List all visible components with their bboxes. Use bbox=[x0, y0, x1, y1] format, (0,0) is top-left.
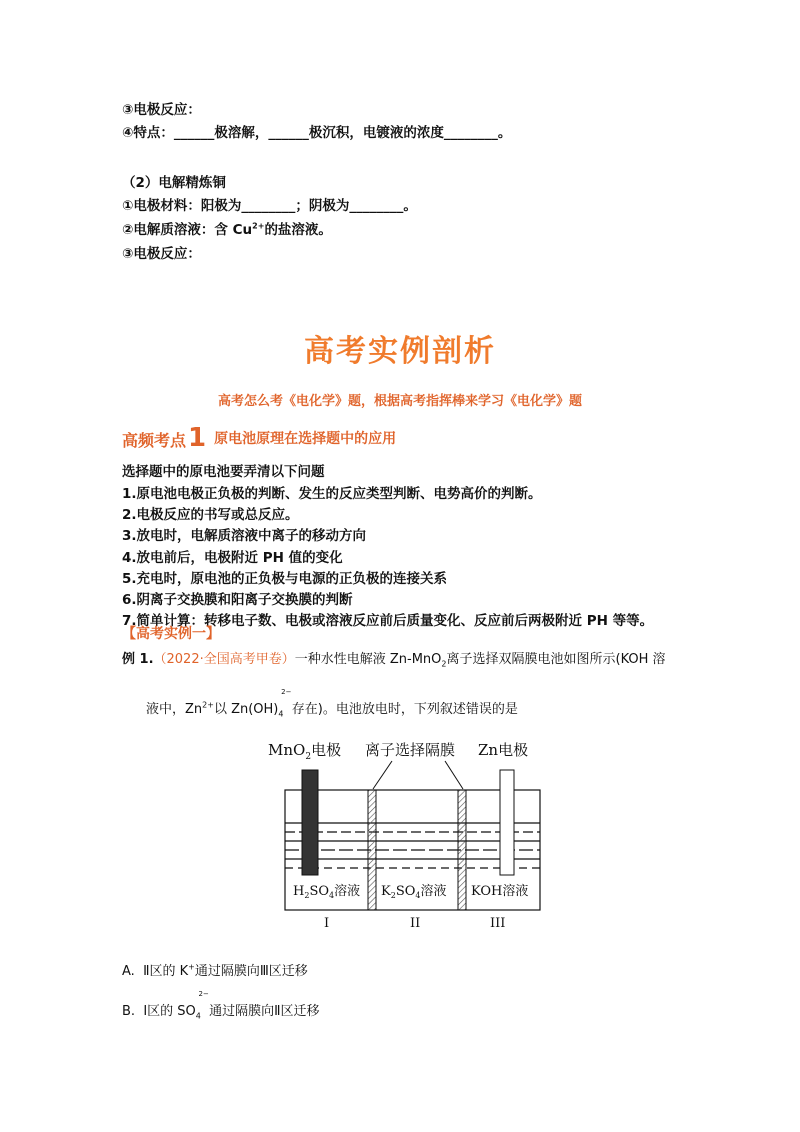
zn-electrode bbox=[500, 770, 514, 875]
zone-i: I bbox=[324, 916, 330, 931]
label-mno2-electrode: MnO$_2$电极 bbox=[268, 741, 342, 762]
option-a bbox=[122, 960, 308, 979]
zone-iii: III bbox=[490, 916, 506, 931]
membrane-left bbox=[368, 790, 376, 910]
example-sub-2: 2 bbox=[441, 659, 447, 669]
membrane-right bbox=[458, 790, 466, 910]
example-sup-zn: 2+ bbox=[202, 700, 214, 710]
label-h2so4: $H_2SO_4$溶液 bbox=[293, 884, 361, 900]
point-item: 1.原电池电极正负极的判断、发生的反应类型判断、电势高价的判断。 bbox=[122, 486, 542, 502]
electrolyte-post: 的盐溶液。 bbox=[264, 222, 332, 238]
text-electrode-reaction-1: ③电极反应： bbox=[122, 102, 201, 118]
point-item: 2.电极反应的书写或总反应。 bbox=[122, 507, 299, 523]
electrolyte-pre: ②电解质溶液：含 Cu bbox=[122, 222, 253, 238]
point-item: 3.放电时，电解质溶液中离子的移动方向 bbox=[122, 528, 367, 544]
text-electrolyte bbox=[122, 218, 332, 238]
text-features: ④特点：______极溶解，______极沉积，电镀液的浓度________。 bbox=[122, 125, 512, 141]
section-tag: 高频考点 bbox=[122, 431, 187, 450]
option-b-pre: Ⅰ区的 SO bbox=[143, 1004, 196, 1019]
sulfate-sub: 4 bbox=[195, 1011, 201, 1021]
section-heading bbox=[122, 423, 396, 453]
zincate-sub: 4 bbox=[278, 709, 284, 719]
battery-diagram bbox=[260, 735, 550, 935]
example-heading: 【高考实例一】 bbox=[122, 626, 220, 642]
example-text-2b: 以 Zn(OH) bbox=[213, 702, 279, 717]
label-zn-electrode: Zn电极 bbox=[478, 741, 529, 759]
option-b-label: B. bbox=[122, 1004, 136, 1019]
sulfate-sup: 2− bbox=[198, 990, 209, 998]
text-electrode-material: ①电极材料：阳极为________；阴极为________。 bbox=[122, 198, 417, 214]
point-intro: 选择题中的原电池要弄清以下问题 bbox=[122, 464, 325, 480]
electrolyte-sup: 2+ bbox=[252, 221, 265, 231]
point-item: 4.放电前后，电极附近 PH 值的变化 bbox=[122, 550, 343, 566]
example-question-line-1 bbox=[122, 648, 666, 669]
example-question-line-2 bbox=[146, 688, 518, 719]
label-k2so4: $K_2SO_4$溶液 bbox=[381, 884, 447, 900]
point-item: 7.简单计算：转移电子数、电极或溶液反应前后质量变化、反应前后两极附近 PH 等等。 bbox=[122, 613, 654, 629]
label-koh: KOH溶液 bbox=[471, 884, 529, 899]
page-subtitle: 高考怎么考《电化学》题，根据高考指挥棒来学习《电化学》题 bbox=[217, 394, 582, 409]
option-a-sup: + bbox=[188, 962, 195, 972]
example-text-1b: 离子选择双隔膜电池如图所示(KOH 溶 bbox=[446, 652, 666, 667]
example-label: 例 1. bbox=[122, 652, 154, 667]
point-item: 6.阴离子交换膜和阳离子交换膜的判断 bbox=[122, 592, 353, 608]
text-copper-refining-heading: （2）电解精炼铜 bbox=[122, 175, 226, 191]
option-b-post: 通过隔膜向Ⅱ区迁移 bbox=[209, 1004, 320, 1019]
sulfate-charge bbox=[195, 990, 209, 1021]
example-text-2a: 液中，Zn bbox=[146, 702, 203, 717]
option-a-post: 通过隔膜向Ⅲ区迁移 bbox=[194, 964, 308, 979]
option-b bbox=[122, 990, 320, 1021]
example-text-1: 一种水性电解液 Zn-MnO bbox=[294, 652, 442, 667]
example-source: （2022·全国高考甲卷） bbox=[153, 652, 295, 667]
section-number: 1 bbox=[188, 423, 207, 453]
zincate-sup: 2− bbox=[281, 688, 292, 696]
label-membrane: 离子选择隔膜 bbox=[365, 741, 456, 759]
page-title: 高考实例剖析 bbox=[304, 334, 496, 369]
example-text-2c: 存在)。电池放电时，下列叙述错误的是 bbox=[291, 702, 518, 717]
mno2-electrode bbox=[302, 770, 318, 875]
point-item: 5.充电时，原电池的正负极与电源的正负极的连接关系 bbox=[122, 571, 448, 587]
option-a-label: A. bbox=[122, 964, 135, 979]
text-electrode-reaction-2: ③电极反应： bbox=[122, 246, 201, 262]
zone-ii: II bbox=[410, 916, 421, 931]
option-a-pre: Ⅱ区的 K bbox=[143, 964, 189, 979]
section-text: 原电池原理在选择题中的应用 bbox=[214, 431, 397, 447]
zincate-charge bbox=[278, 688, 292, 719]
